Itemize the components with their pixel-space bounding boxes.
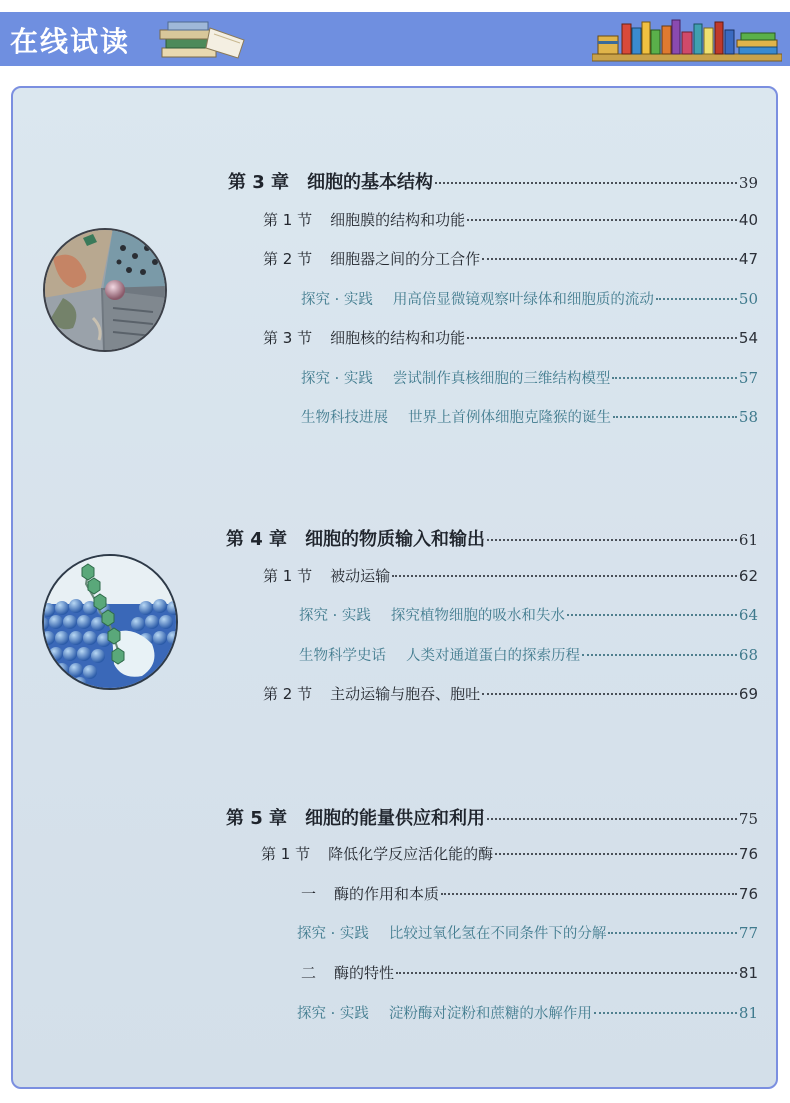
activity-5-2-entry[interactable]	[297, 1002, 758, 1023]
section-title: 细胞核的结构和功能	[330, 329, 466, 347]
activity-title: 用高倍显微镜观察叶绿体和细胞质的流动	[392, 292, 654, 308]
activity-title: 尝试制作真核细胞的三维结构模型	[392, 371, 611, 387]
page-number: 68	[738, 646, 758, 664]
page-number: 75	[738, 810, 758, 828]
page-number: 81	[738, 964, 758, 982]
leader-dots	[582, 654, 737, 656]
activity-label: 探究 · 实践	[301, 292, 373, 308]
chapter-number: 第 3 章	[228, 172, 290, 193]
page-number: 40	[738, 211, 758, 229]
activity-title: 比较过氧化氢在不同条件下的分解	[388, 926, 607, 942]
bookshelf-icon	[592, 14, 782, 66]
section-5-1-entry[interactable]	[261, 843, 758, 864]
section-number: 第 3 节	[263, 329, 313, 347]
leader-dots	[612, 377, 737, 379]
leader-dots	[613, 416, 737, 418]
page-number: 61	[738, 531, 758, 549]
section-number: 第 1 节	[261, 845, 311, 863]
leader-dots	[435, 182, 737, 184]
activity-title: 人类对通道蛋白的探索历程	[406, 648, 580, 664]
activity-3-2-entry[interactable]	[301, 367, 758, 388]
chapter-5-entry[interactable]	[226, 804, 758, 830]
leader-dots	[567, 614, 737, 616]
subsection-5-1-1-entry[interactable]	[301, 883, 758, 904]
leader-dots	[482, 693, 737, 695]
header-banner	[0, 12, 790, 66]
activity-3-3-entry[interactable]	[301, 406, 758, 427]
subsection-number: 一	[301, 885, 317, 903]
section-4-2-entry[interactable]	[263, 683, 758, 704]
activity-label: 探究 · 实践	[301, 371, 373, 387]
activity-label: 探究 · 实践	[299, 608, 371, 624]
section-4-1-entry[interactable]	[263, 565, 758, 586]
page-number: 76	[738, 845, 758, 863]
header-title: 在线试读	[10, 25, 131, 58]
section-title: 降低化学反应活化能的酶	[328, 845, 494, 863]
activity-label: 探究 · 实践	[297, 926, 369, 942]
leader-dots	[495, 853, 737, 855]
activity-label: 探究 · 实践	[297, 1006, 369, 1022]
leader-dots	[467, 337, 737, 339]
chapter-title: 细胞的能量供应和利用	[305, 808, 486, 829]
leader-dots	[467, 219, 737, 221]
toc-panel	[11, 86, 778, 1089]
section-3-3-entry[interactable]	[263, 327, 758, 348]
section-3-1-entry[interactable]	[263, 209, 758, 230]
leader-dots	[482, 258, 737, 260]
chapter-number: 第 5 章	[226, 808, 288, 829]
subsection-title: 酶的特性	[334, 964, 395, 982]
page-number: 57	[738, 369, 758, 387]
section-number: 第 1 节	[263, 567, 313, 585]
leader-dots	[441, 893, 737, 895]
activity-title: 探究植物细胞的吸水和失水	[390, 608, 565, 624]
books-stack-icon	[158, 18, 248, 64]
page-number: 47	[738, 250, 758, 268]
activity-4-1-entry[interactable]	[299, 604, 758, 625]
subsection-5-1-2-entry[interactable]	[301, 962, 758, 983]
activity-label: 生物科技进展	[301, 410, 388, 426]
section-number: 第 1 节	[263, 211, 313, 229]
chapter-4-entry[interactable]	[226, 525, 758, 551]
section-title: 被动运输	[330, 567, 391, 585]
activity-title: 淀粉酶对淀粉和蔗糖的水解作用	[388, 1006, 592, 1022]
page-number: 39	[738, 174, 758, 192]
leader-dots	[487, 818, 737, 820]
section-title: 细胞膜的结构和功能	[330, 211, 466, 229]
page-number: 77	[738, 924, 758, 942]
page-number: 54	[738, 329, 758, 347]
activity-3-1-entry[interactable]	[301, 288, 758, 309]
chapter-3-entry[interactable]	[228, 168, 758, 194]
leader-dots	[656, 298, 737, 300]
leader-dots	[392, 575, 737, 577]
subsection-title: 酶的作用和本质	[334, 885, 440, 903]
page-number: 58	[738, 408, 758, 426]
leader-dots	[487, 539, 737, 541]
page-number: 50	[738, 290, 758, 308]
activity-title: 世界上首例体细胞克隆猴的诞生	[408, 410, 611, 426]
cell-structure-illustration	[43, 228, 167, 352]
page-number: 76	[738, 885, 758, 903]
section-title: 主动运输与胞吞、胞吐	[330, 685, 481, 703]
leader-dots	[608, 932, 737, 934]
page-number: 62	[738, 567, 758, 585]
section-3-2-entry[interactable]	[263, 248, 758, 269]
page-number: 81	[738, 1004, 758, 1022]
page-number: 69	[738, 685, 758, 703]
page-number: 64	[738, 606, 758, 624]
cell-membrane-illustration	[42, 554, 178, 690]
section-title: 细胞器之间的分工合作	[330, 250, 481, 268]
leader-dots	[396, 972, 737, 974]
activity-label: 生物科学史话	[299, 648, 386, 664]
activity-5-1-entry[interactable]	[297, 922, 758, 943]
chapter-number: 第 4 章	[226, 529, 288, 550]
chapter-title: 细胞的基本结构	[307, 172, 434, 193]
subsection-number: 二	[301, 964, 317, 982]
chapter-title: 细胞的物质输入和输出	[305, 529, 486, 550]
section-number: 第 2 节	[263, 250, 313, 268]
leader-dots	[594, 1012, 737, 1014]
section-number: 第 2 节	[263, 685, 313, 703]
activity-4-2-entry[interactable]	[299, 644, 758, 665]
